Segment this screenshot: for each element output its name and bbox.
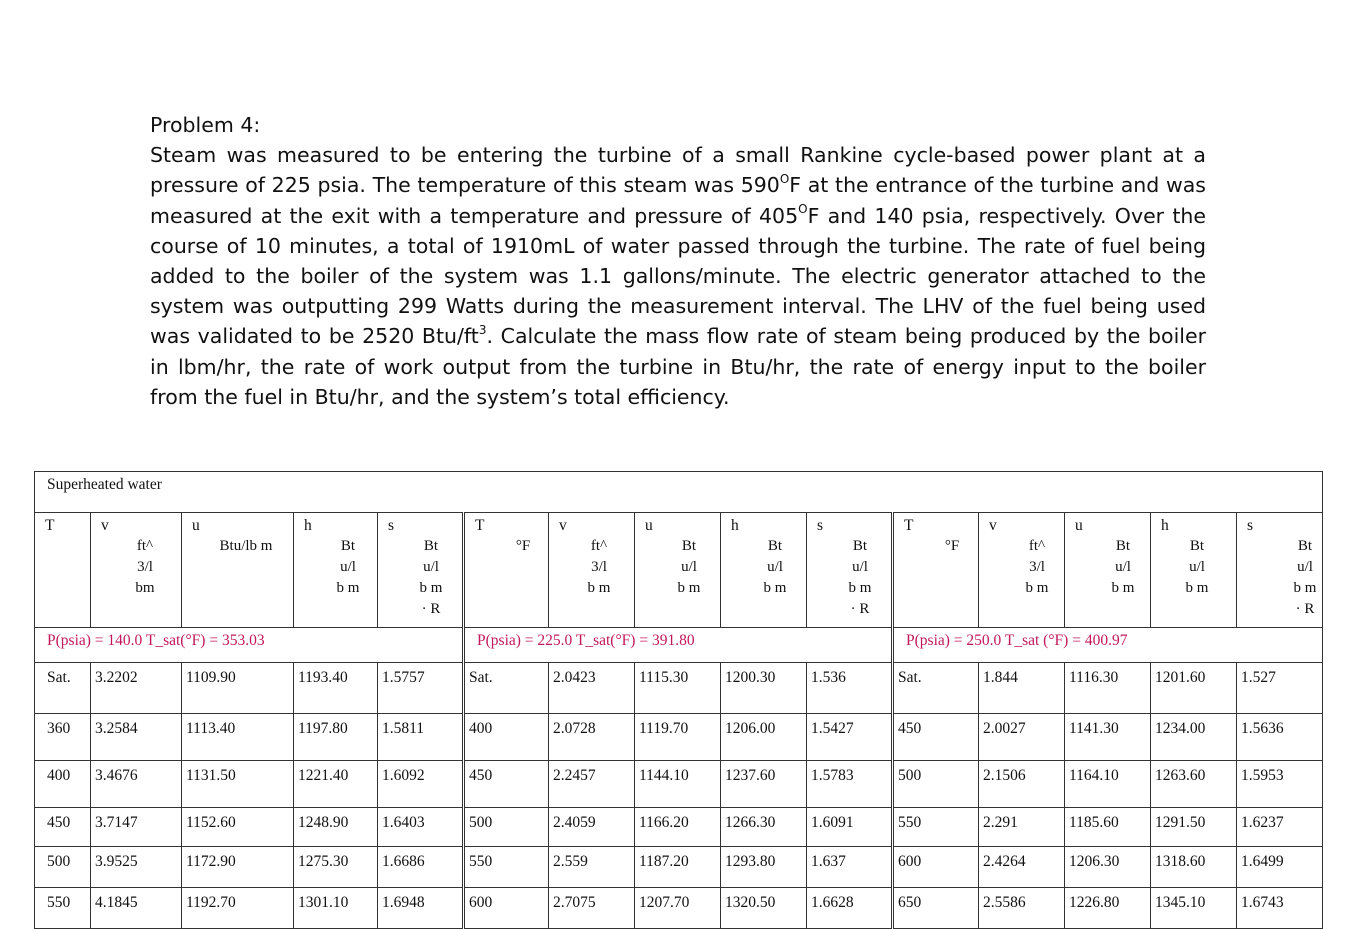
- table-cell: 4.1845: [91, 888, 182, 929]
- table-cell: 3.2202: [91, 663, 182, 714]
- table-cell: 1206.00: [721, 714, 807, 761]
- table-cell: 1197.80: [294, 714, 378, 761]
- table-cell: 2.0728: [549, 714, 635, 761]
- table-cell: 1.6686: [378, 847, 464, 888]
- table-cell: 1.5783: [807, 761, 893, 808]
- problem-body: Steam was measured to be entering the turbine of a small Rankine cycle-based power plant at a pressure of 225 psia. The temperature of this steam was $590^OF$ at the entrance of the turbine and was measured at the exit with a temperature and pressure of $405^OF$ and 140 psia, respectively. Over the course of 10 minutes, a total of 1910mL of water passed through the turbine. The rate of fuel being added to the boiler of the system was 1.1 gallons/minute. The electric generator attached to the system was outputting 299 Watts during the measurement interval. The LHV of the fuel being used was validated to be 2520 Btu/$ft^3$. Calculate the mass flow rate of steam being produced by the boiler in lbm/hr, the rate of work output from the turbine in Btu/hr, the rate of energy input to the boiler from the fuel in Btu/hr, and the system’s total efficiency.: [150, 143, 1207, 409]
- table-cell: 1.6628: [807, 888, 893, 929]
- header-row: T v ft^ 3/l bm u Btu/lb m h Bt u/l b m s Bt u/l b m· R T °F v ft^ 3/l b m u Bt u/l b m h Bt u/l b m s Bt u/l b m· R T °F v ft^ 3/l b m u Bt u/l b m h Bt u/l b m s Bt u/l b m· R: [35, 513, 1323, 628]
- table-cell: 650: [893, 888, 979, 929]
- table-cell: 1119.70: [635, 714, 721, 761]
- table-cell: 1266.30: [721, 808, 807, 847]
- table-cell: Sat.: [464, 663, 549, 714]
- table-cell: 1109.90: [182, 663, 294, 714]
- table-cell: 1345.10: [1151, 888, 1237, 929]
- table-cell: Sat.: [893, 663, 979, 714]
- table-cell: 1320.50: [721, 888, 807, 929]
- table-cell: Sat.: [35, 663, 91, 714]
- table-row: [35, 663, 1323, 714]
- table-cell: 1.6499: [1237, 847, 1323, 888]
- table-cell: 1.6237: [1237, 808, 1323, 847]
- superheated-water-table: [34, 471, 1322, 911]
- table-cell: 1193.40: [294, 663, 378, 714]
- table-cell: 550: [893, 808, 979, 847]
- table-cell: 1293.80: [721, 847, 807, 888]
- pressure-label-140: P(psia) = 140.0 T_sat(°F) = 353.03: [35, 628, 464, 663]
- table-cell: 1248.90: [294, 808, 378, 847]
- table-cell: 1221.40: [294, 761, 378, 808]
- table-cell: 1.536: [807, 663, 893, 714]
- pressure-label-250: P(psia) = 250.0 T_sat (°F) = 400.97: [893, 628, 1323, 663]
- table-cell: 3.9525: [91, 847, 182, 888]
- table-cell: 2.1506: [979, 761, 1065, 808]
- table-cell: 2.5586: [979, 888, 1065, 929]
- table-row: [35, 888, 1323, 929]
- problem-title: Problem 4:: [150, 113, 261, 137]
- table-cell: 1.6403: [378, 808, 464, 847]
- table-cell: 2.2457: [549, 761, 635, 808]
- table-cell: 2.0423: [549, 663, 635, 714]
- table-cell: 1.844: [979, 663, 1065, 714]
- table-cell: 600: [464, 888, 549, 929]
- table-cell: 450: [893, 714, 979, 761]
- table-cell: 1166.20: [635, 808, 721, 847]
- table-cell: 2.7075: [549, 888, 635, 929]
- table-cell: 1.5636: [1237, 714, 1323, 761]
- table-row: [35, 761, 1323, 808]
- table-cell: 400: [35, 761, 91, 808]
- table-cell: 1.6743: [1237, 888, 1323, 929]
- table-cell: 2.559: [549, 847, 635, 888]
- table-cell: 1.527: [1237, 663, 1323, 714]
- table-row: [35, 714, 1323, 761]
- table-cell: 1275.30: [294, 847, 378, 888]
- table-cell: 500: [893, 761, 979, 808]
- table-cell: 3.7147: [91, 808, 182, 847]
- table-cell: 1234.00: [1151, 714, 1237, 761]
- table-cell: 1.6091: [807, 808, 893, 847]
- table-cell: 1144.10: [635, 761, 721, 808]
- table-cell: 1.5427: [807, 714, 893, 761]
- table-row: [35, 847, 1323, 888]
- table-cell: 2.4059: [549, 808, 635, 847]
- table-cell: 400: [464, 714, 549, 761]
- table-cell: 1206.30: [1065, 847, 1151, 888]
- table-cell: 1226.80: [1065, 888, 1151, 929]
- table-cell: 3.4676: [91, 761, 182, 808]
- table-cell: 450: [464, 761, 549, 808]
- table-cell: 1291.50: [1151, 808, 1237, 847]
- pressure-row: [35, 628, 1323, 663]
- table-cell: 1.6948: [378, 888, 464, 929]
- table-cell: 1141.30: [1065, 714, 1151, 761]
- table-cell: 1.637: [807, 847, 893, 888]
- table-cell: 1131.50: [182, 761, 294, 808]
- table-cell: 1187.20: [635, 847, 721, 888]
- table-cell: 1172.90: [182, 847, 294, 888]
- table-cell: 1.5811: [378, 714, 464, 761]
- table-cell: 1116.30: [1065, 663, 1151, 714]
- table-cell: 1200.30: [721, 663, 807, 714]
- table-cell: 1.6092: [378, 761, 464, 808]
- table-cell: 1263.60: [1151, 761, 1237, 808]
- table-cell: 1318.60: [1151, 847, 1237, 888]
- table-cell: 1201.60: [1151, 663, 1237, 714]
- table-cell: 550: [464, 847, 549, 888]
- table-row: [35, 808, 1323, 847]
- table-cell: 1207.70: [635, 888, 721, 929]
- table-cell: 1164.10: [1065, 761, 1151, 808]
- table-cell: 2.4264: [979, 847, 1065, 888]
- table-cell: 1192.70: [182, 888, 294, 929]
- table-cell: 1152.60: [182, 808, 294, 847]
- problem-statement: [150, 110, 1206, 412]
- table-cell: 1.5757: [378, 663, 464, 714]
- table-cell: 1115.30: [635, 663, 721, 714]
- table-cell: 1185.60: [1065, 808, 1151, 847]
- table-title: Superheated water: [35, 472, 1323, 513]
- pressure-label-225: P(psia) = 225.0 T_sat(°F) = 391.80: [464, 628, 893, 663]
- table-cell: 600: [893, 847, 979, 888]
- table-cell: 1.5953: [1237, 761, 1323, 808]
- table-cell: 360: [35, 714, 91, 761]
- table-cell: 500: [35, 847, 91, 888]
- table-cell: 500: [464, 808, 549, 847]
- table-cell: 1301.10: [294, 888, 378, 929]
- table-cell: 2.0027: [979, 714, 1065, 761]
- table-cell: 1237.60: [721, 761, 807, 808]
- table-cell: 550: [35, 888, 91, 929]
- table-cell: 450: [35, 808, 91, 847]
- table-cell: 3.2584: [91, 714, 182, 761]
- table-cell: 2.291: [979, 808, 1065, 847]
- table-cell: 1113.40: [182, 714, 294, 761]
